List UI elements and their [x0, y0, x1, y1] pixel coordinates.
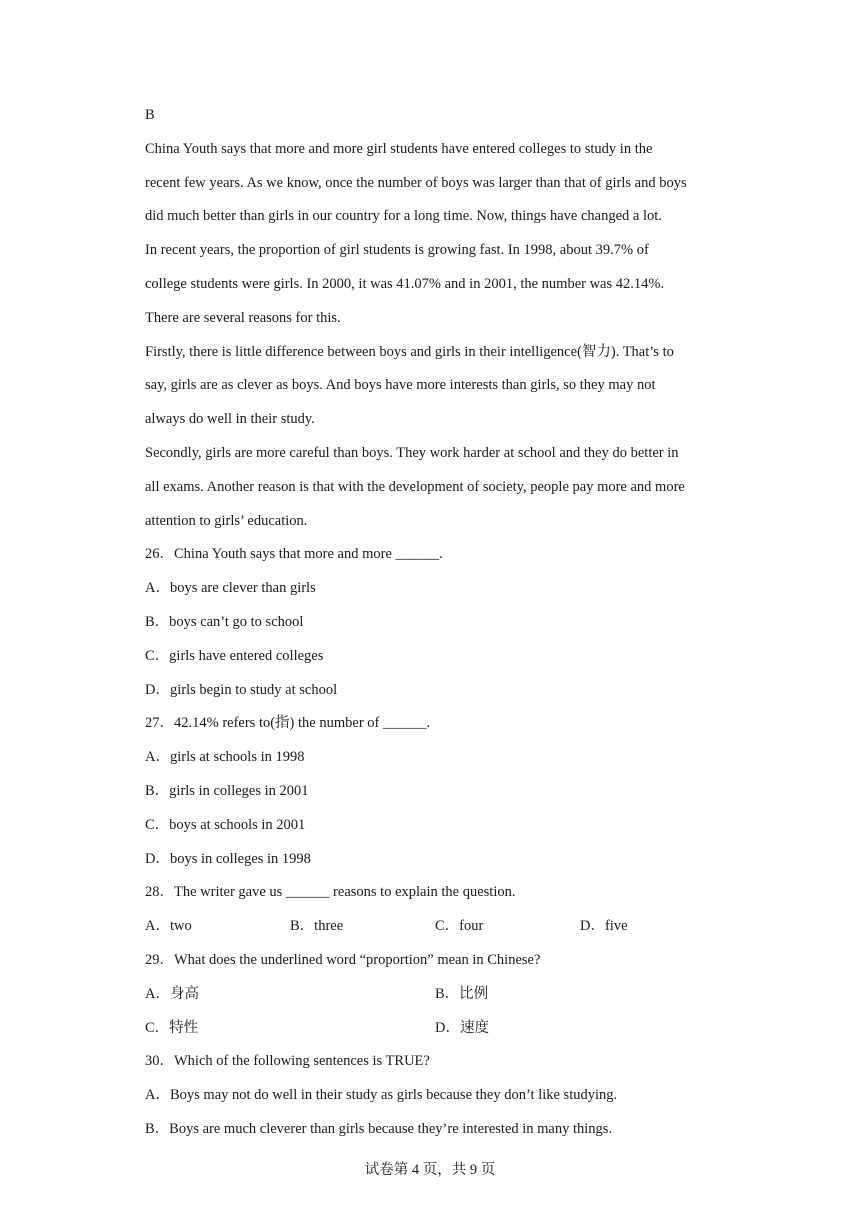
page-content — [145, 99, 725, 1147]
answer-option[interactable]: C．特性 — [145, 1019, 199, 1036]
passage-line: Secondly, girls are more careful than boys. They work harder at school and they do better in — [145, 444, 679, 461]
answer-option[interactable]: A．two — [145, 918, 192, 935]
answer-option[interactable]: B．girls in colleges in 2001 — [145, 782, 309, 799]
page-footer: 试卷第 4 页，共 9 页 — [364, 1162, 496, 1178]
passage-line: China Youth says that more and more girl students have entered colleges to study in the — [145, 140, 653, 157]
answer-options-row — [145, 978, 725, 1012]
answer-option[interactable]: D．girls begin to study at school — [145, 681, 338, 698]
passage-line: college students were girls. In 2000, it was 41.07% and in 2001, the number was 42.14%. — [145, 275, 665, 292]
answer-options-row — [145, 1012, 725, 1046]
answer-option[interactable]: C．four — [435, 918, 484, 935]
passage-line: say, girls are as clever as boys. And boys have more interests than girls, so they may not — [145, 377, 656, 394]
question-28 — [145, 876, 725, 944]
question-stem: 28．The writer gave us ______ reasons to explain the question. — [145, 884, 516, 901]
question-stem: 29．What does the underlined word “proportion” mean in Chinese? — [145, 951, 541, 968]
question-stem: 26．China Youth says that more and more ______. — [145, 546, 443, 563]
answer-option[interactable]: C．boys at schools in 2001 — [145, 816, 306, 833]
section-label: B — [145, 107, 155, 123]
question-30 — [145, 1045, 725, 1146]
passage-line: always do well in their study. — [145, 411, 315, 428]
answer-option[interactable]: A．Boys may not do well in their study as girls because they don’t like studying. — [145, 1087, 618, 1104]
passage-line: There are several reasons for this. — [145, 309, 341, 326]
question-stem: 27．42.14% refers to(指) the number of ______. — [145, 715, 431, 732]
answer-option[interactable]: A．身高 — [145, 985, 199, 1002]
answer-option[interactable]: A．girls at schools in 1998 — [145, 749, 305, 766]
passage-line: attention to girls’ education. — [145, 512, 308, 529]
question-stem: 30．Which of the following sentences is TRUE? — [145, 1053, 430, 1070]
answer-option[interactable]: B．Boys are much cleverer than girls because they’re interested in many things. — [145, 1120, 613, 1137]
reading-passage — [145, 133, 725, 539]
passage-line: In recent years, the proportion of girl students is growing fast. In 1998, about 39.7% of — [145, 242, 649, 259]
question-26 — [145, 538, 725, 707]
answer-option[interactable]: B．boys can’t go to school — [145, 613, 304, 630]
question-29 — [145, 944, 725, 1045]
answer-option[interactable]: D．速度 — [435, 1019, 489, 1036]
answer-option[interactable]: A．boys are clever than girls — [145, 580, 316, 597]
answer-options-row — [145, 910, 725, 944]
passage-line: Firstly, there is little difference between boys and girls in their intelligence(智力). That’s to — [145, 343, 674, 360]
passage-line: did much better than girls in our country for a long time. Now, things have changed a lot. — [145, 208, 662, 225]
answer-option[interactable]: B．three — [290, 918, 344, 935]
passage-line: recent few years. As we know, once the number of boys was larger than that of girls and boys — [145, 174, 687, 191]
answer-option[interactable]: C．girls have entered colleges — [145, 647, 324, 664]
question-27 — [145, 707, 725, 876]
passage-line: all exams. Another reason is that with the development of society, people pay more and more — [145, 478, 685, 495]
answer-option[interactable]: D．boys in colleges in 1998 — [145, 850, 311, 867]
answer-option[interactable]: D．five — [580, 918, 628, 935]
answer-option[interactable]: B．比例 — [435, 985, 489, 1002]
